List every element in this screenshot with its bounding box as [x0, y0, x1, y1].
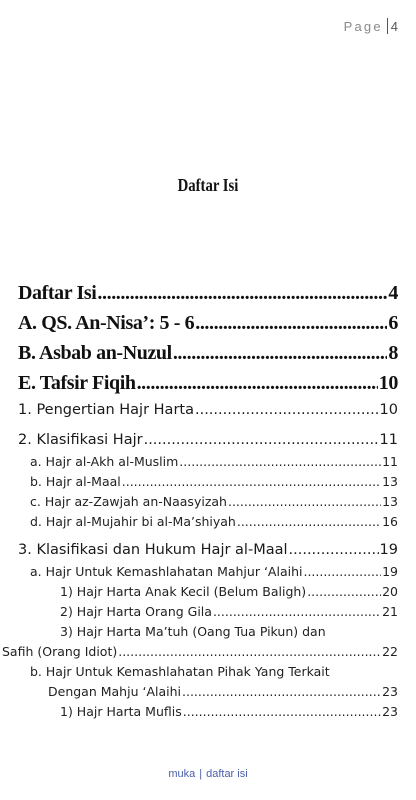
toc-leader: [137, 372, 378, 395]
page-title: Daftar Isi: [177, 175, 239, 195]
toc-entry-page: 10: [378, 372, 398, 394]
toc-entry-page: 13: [382, 474, 398, 489]
toc-entry-label: 1. Pengertian Hajr Harta: [18, 402, 194, 418]
toc-entry-muflis[interactable]: [18, 704, 398, 724]
toc-entry-tafsir-fiqih[interactable]: [18, 372, 398, 402]
footer-link-daftar-isi[interactable]: daftar isi: [206, 768, 248, 780]
page-label: Page: [343, 18, 383, 34]
toc-entry-hajr-al-maal[interactable]: [18, 474, 398, 494]
toc-entry-page: 23: [382, 684, 398, 699]
toc-entry-page: 13: [382, 494, 398, 509]
toc-entry-label: Daftar Isi: [18, 282, 97, 304]
toc-leader: [97, 282, 387, 305]
toc-entry-page: 22: [382, 644, 398, 659]
toc-leader: [144, 432, 379, 448]
toc-entry-page: 4: [388, 282, 398, 304]
toc-entry-label: B. Asbab an-Nuzul: [18, 342, 172, 364]
toc-entry-matuh-safih[interactable]: [2, 624, 398, 664]
toc-entry-label-line2: Safih (Orang Idiot): [2, 644, 118, 659]
toc-leader: [213, 604, 381, 619]
toc-entry-label: 1) Hajr Harta Anak Kecil (Belum Baligh): [60, 584, 307, 599]
toc-entry-pengertian-hajr-harta[interactable]: [18, 402, 398, 424]
toc-entry-label: 1) Hajr Harta Muflis: [60, 704, 182, 719]
toc-leader: [195, 312, 387, 335]
toc-entry-label: d. Hajr al-Mujahir bi al-Ma’shiyah: [30, 514, 236, 529]
toc-leader: [237, 514, 381, 529]
toc-entry-label: A. QS. An-Nisa’: 5 - 6: [18, 312, 195, 334]
toc-entry-page: 11: [379, 432, 398, 448]
table-of-contents: [2, 282, 398, 724]
toc-entry-klasifikasi-hukum[interactable]: [18, 542, 398, 564]
toc-leader: [289, 542, 379, 558]
toc-entry-klasifikasi-hajr[interactable]: [18, 432, 398, 454]
header-divider: [387, 18, 388, 34]
toc-entry-page: 16: [382, 514, 398, 529]
toc-entry-orang-gila[interactable]: [18, 604, 398, 624]
toc-entry-hajr-az-zawjah[interactable]: [18, 494, 398, 514]
toc-entry-daftar-isi[interactable]: [18, 282, 398, 312]
toc-entry-page: 6: [388, 312, 398, 334]
toc-entry-asbab-an-nuzul[interactable]: [18, 342, 398, 372]
page-footer: [0, 768, 416, 780]
toc-entry-hajr-al-mujahir[interactable]: [18, 514, 398, 534]
toc-entry-page: 8: [388, 342, 398, 364]
toc-entry-label-line1: b. Hajr Untuk Kemashlahatan Pihak Yang Terkait: [30, 664, 330, 679]
toc-entry-label: E. Tafsir Fiqih: [18, 372, 136, 394]
toc-entry-page: 23: [382, 704, 398, 719]
toc-leader: [179, 454, 381, 469]
toc-leader: [228, 494, 381, 509]
toc-entry-label: 2. Klasifikasi Hajr: [18, 432, 143, 448]
toc-leader: [195, 402, 379, 418]
toc-entry-page: 19: [382, 564, 398, 579]
page-number: 4: [390, 18, 398, 34]
toc-entry-label: 3. Klasifikasi dan Hukum Hajr al-Maal: [18, 542, 288, 558]
toc-entry-page: 19: [379, 542, 398, 558]
toc-entry-line2: [18, 684, 398, 704]
toc-entry-label: b. Hajr al-Maal: [30, 474, 121, 489]
page-header: [344, 18, 398, 34]
toc-entry-label: a. Hajr al-Akh al-Muslim: [30, 454, 179, 469]
footer-separator: |: [199, 768, 203, 780]
toc-entry-label: 2) Hajr Harta Orang Gila: [60, 604, 212, 619]
toc-entry-line2: [2, 644, 398, 664]
toc-leader: [122, 474, 381, 489]
toc-entry-label: c. Hajr az-Zawjah an-Naasyizah: [30, 494, 227, 509]
toc-entry-page: 20: [382, 584, 398, 599]
toc-entry-kemashlahatan-mahjur[interactable]: [18, 564, 398, 584]
toc-leader: [183, 704, 381, 719]
toc-entry-label: a. Hajr Untuk Kemashlahatan Mahjur ‘Alaihi: [30, 564, 303, 579]
toc-leader: [118, 644, 381, 659]
toc-entry-label-line2: Dengan Mahju ‘Alaihi: [48, 684, 181, 699]
toc-leader: [307, 584, 381, 599]
toc-entry-label-line1: 3) Hajr Harta Ma’tuh (Oang Tua Pikun) dan: [60, 624, 326, 639]
toc-leader: [173, 342, 388, 365]
toc-leader: [303, 564, 381, 579]
toc-entry-anak-kecil[interactable]: [18, 584, 398, 604]
toc-entry-kemashlahatan-pihak[interactable]: [18, 664, 398, 704]
toc-leader: [182, 684, 381, 699]
toc-entry-page: 11: [382, 454, 398, 469]
footer-link-muka[interactable]: muka: [168, 768, 196, 780]
toc-entry-page: 21: [382, 604, 398, 619]
toc-entry-qs-an-nisa[interactable]: [18, 312, 398, 342]
toc-entry-hajr-al-akh[interactable]: [18, 454, 398, 474]
toc-entry-page: 10: [379, 402, 398, 418]
